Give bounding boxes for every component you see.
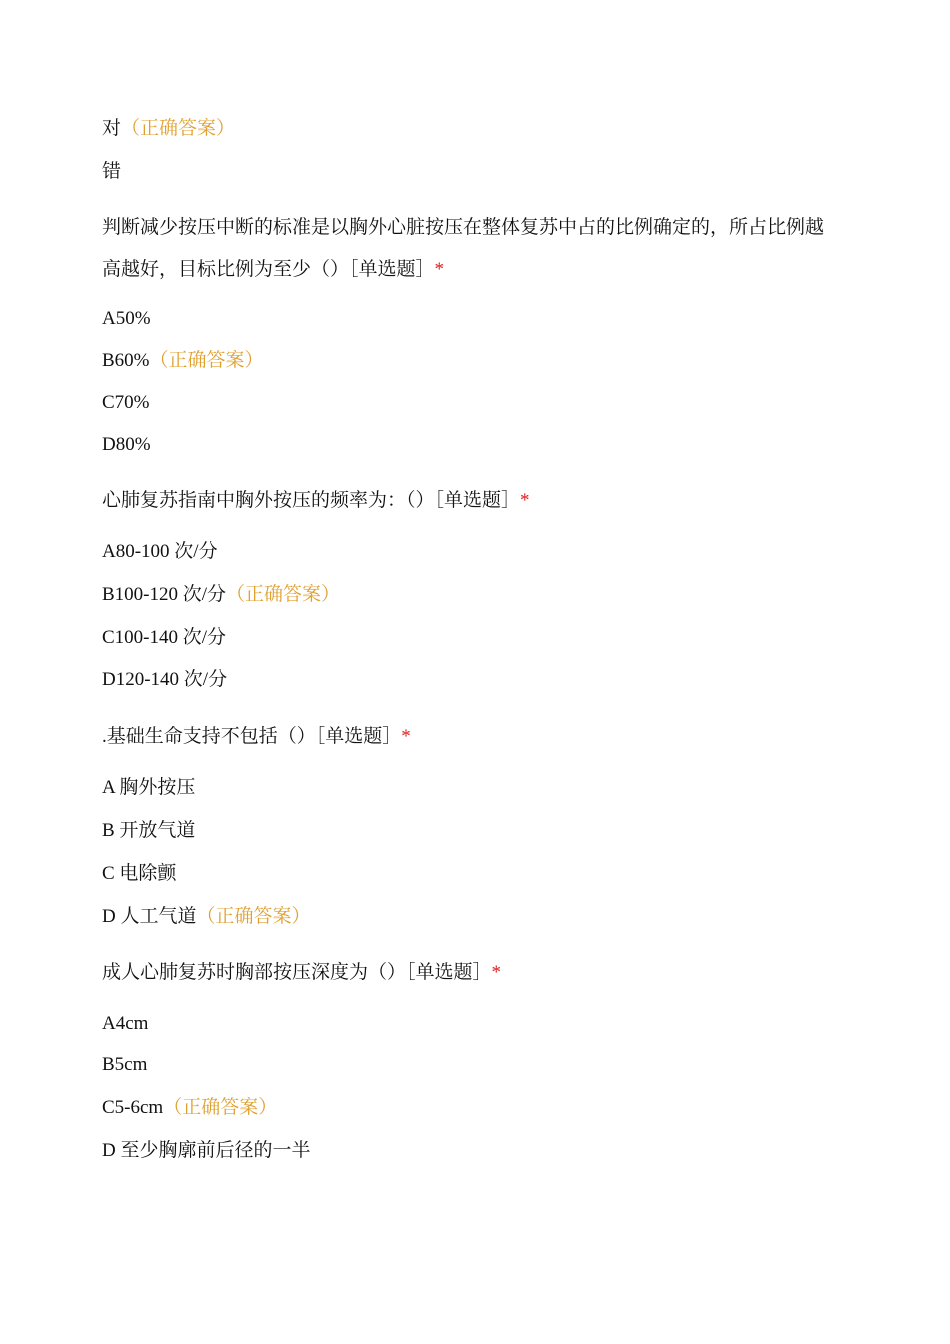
option-text: A80-100 次/分 — [102, 541, 218, 562]
correct-answer-label: （正确答案） — [163, 1097, 278, 1118]
question-title — [102, 952, 842, 994]
required-marker: * — [491, 962, 502, 983]
question-title — [102, 716, 842, 758]
option-text: B5cm — [102, 1054, 148, 1075]
option-row — [102, 531, 842, 573]
option-text: B100-120 次/分 — [102, 584, 227, 605]
option-row — [102, 108, 842, 150]
option-row — [102, 810, 842, 852]
option-row — [102, 1044, 842, 1086]
option-text: B60% — [102, 350, 150, 371]
correct-answer-label: （正确答案） — [149, 350, 264, 371]
option-text: C 电除颤 — [102, 863, 177, 884]
question-text: 心肺复苏指南中胸外按压的频率为：（）［单选题］ — [102, 490, 521, 511]
option-row — [102, 659, 842, 701]
option-row — [102, 1130, 842, 1172]
option-text: 对 — [102, 118, 122, 139]
option-text: D 人工气道 — [102, 906, 197, 927]
option-row — [102, 340, 842, 382]
option-text: C5-6cm — [102, 1097, 164, 1118]
option-text: 错 — [102, 161, 122, 182]
option-row — [102, 151, 842, 193]
question-title — [102, 207, 842, 291]
option-row — [102, 1003, 842, 1045]
option-row — [102, 767, 842, 809]
option-row — [102, 896, 842, 938]
required-marker: * — [520, 490, 530, 511]
required-marker: * — [401, 726, 411, 747]
option-row — [102, 617, 842, 659]
option-text: D80% — [102, 434, 151, 455]
option-text: D 至少胸廓前后径的一半 — [102, 1140, 311, 1161]
option-text: C70% — [102, 392, 150, 413]
option-text: D120-140 次/分 — [102, 669, 228, 690]
question-title — [102, 480, 842, 522]
option-text: A4cm — [102, 1013, 149, 1034]
option-row — [102, 853, 842, 895]
option-row — [102, 298, 842, 340]
option-text: A 胸外按压 — [102, 777, 196, 798]
option-row — [102, 382, 842, 424]
correct-answer-label: （正确答案） — [226, 584, 341, 605]
option-text: C100-140 次/分 — [102, 627, 227, 648]
option-text: A50% — [102, 308, 151, 329]
option-text: B 开放气道 — [102, 820, 196, 841]
correct-answer-label: （正确答案） — [196, 906, 311, 927]
question-text: .基础生命支持不包括（）［单选题］ — [102, 726, 402, 747]
question-text: 判断减少按压中断的标准是以胸外心脏按压在整体复苏中占的比例确定的，所占比例越高越好，目标比例为至少（）［单选题］ — [102, 217, 825, 280]
option-row — [102, 1087, 842, 1129]
option-row — [102, 424, 842, 466]
question-text: 成人心肺复苏时胸部按压深度为（）［单选题］ — [102, 962, 492, 983]
correct-answer-label: （正确答案） — [121, 118, 236, 139]
required-marker: * — [434, 259, 445, 280]
option-row — [102, 574, 842, 616]
